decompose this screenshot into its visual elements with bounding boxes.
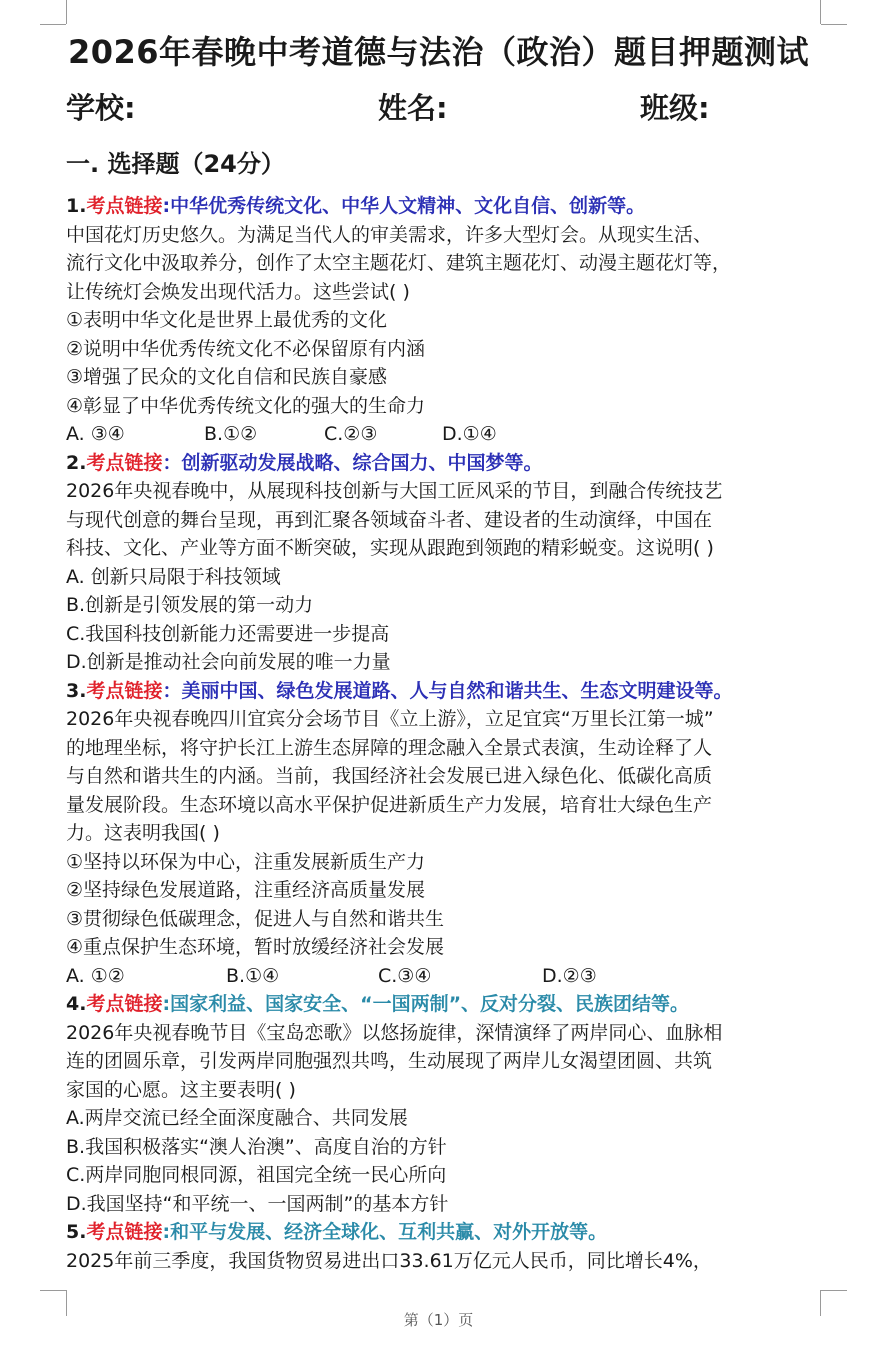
answer-item: ④彰显了中华优秀传统文化的强大的生命力 xyxy=(66,394,426,417)
knowledge-point-line xyxy=(66,677,826,706)
knowledge-point-text: 国家利益、国家安全、“一国两制”、反对分裂、民族团结等。 xyxy=(170,993,690,1015)
question-stem-line: 量发展阶段。生态环境以高水平保护促进新质生产力发展，培育壮大绿色生产 xyxy=(66,793,713,816)
answer-item: ②坚持绿色发展道路，注重经济高质量发展 xyxy=(66,879,426,901)
crop-mark-bottom-right-h xyxy=(821,1290,847,1291)
question-number: 2. xyxy=(66,451,87,474)
answer-item: A. 创新只局限于科技领域 xyxy=(66,565,281,588)
crop-mark-top-right xyxy=(820,0,821,24)
knowledge-point-label: 考点链接 xyxy=(86,993,163,1015)
knowledge-point-separator: : xyxy=(162,195,171,217)
question-number: 3. xyxy=(66,679,87,702)
knowledge-point-text: 和平与发展、经济全球化、互利共赢、对外开放等。 xyxy=(170,1221,608,1243)
knowledge-point-separator: ： xyxy=(162,451,182,474)
knowledge-point-separator: : xyxy=(162,993,171,1015)
question-5 xyxy=(66,1218,826,1275)
school-label: 学校: xyxy=(66,91,136,125)
question-stem-line: 与自然和谐共生的内涵。当前，我国经济社会发展已进入绿色化、低碳化高质 xyxy=(66,765,713,787)
knowledge-point-label: 考点链接 xyxy=(86,1221,163,1243)
question-stem-line: 2025年前三季度，我国货物贸易进出口33.61万亿元人民币，同比增长4%， xyxy=(66,1249,712,1272)
option-c[interactable]: C.②③ xyxy=(324,423,378,445)
question-number: 1. xyxy=(66,195,87,217)
answer-item: B.我国积极落实“澳人治澳”、高度自治的方针 xyxy=(66,1135,447,1158)
question-4 xyxy=(66,990,826,1218)
document-title: 2026年春晚中考道德与法治（政治）题目押题测试 xyxy=(67,33,810,71)
option-b[interactable]: B.①④ xyxy=(226,964,280,987)
answer-item: C.我国科技创新能力还需要进一步提高 xyxy=(66,622,390,645)
option-d[interactable]: D.①④ xyxy=(442,423,497,445)
answer-item: ②说明中华优秀传统文化不必保留原有内涵 xyxy=(66,337,426,360)
question-stem-line: 2026年央视春晚中，从展现科技创新与大国工匠风采的节目，到融合传统技艺 xyxy=(66,480,723,502)
answer-item: D.我国坚持“和平统一、一国两制”的基本方针 xyxy=(66,1192,449,1215)
crop-mark-bottom-left-h xyxy=(40,1290,66,1291)
question-stem-line: 中国花灯历史悠久。为满足当代人的审美需求，许多大型灯会。从现实生活、 xyxy=(66,223,713,246)
knowledge-point-label: 考点链接 xyxy=(86,195,163,217)
question-1 xyxy=(66,192,826,449)
option-c[interactable]: C.③④ xyxy=(378,964,432,987)
question-stem-line: 家国的心愿。这主要表明( ) xyxy=(66,1078,296,1101)
option-d[interactable]: D.②③ xyxy=(542,964,597,987)
option-a[interactable]: A. ③④ xyxy=(66,423,125,445)
question-3 xyxy=(66,677,826,991)
answer-item: ③贯彻绿色低碳理念，促进人与自然和谐共生 xyxy=(66,907,445,930)
answer-item: B.创新是引领发展的第一动力 xyxy=(66,594,314,616)
knowledge-point-line xyxy=(66,449,826,478)
knowledge-point-separator: ： xyxy=(162,679,182,702)
crop-mark-top-left xyxy=(66,0,67,24)
option-row xyxy=(66,962,826,991)
question-stem-line: 与现代创意的舞台呈现，再到汇聚各领域奋斗者、建设者的生动演绎，中国在 xyxy=(66,508,713,531)
knowledge-point-text: 创新驱动发展战略、综合国力、中国梦等。 xyxy=(181,451,543,474)
question-stem-line: 流行文化中汲取养分，创作了太空主题花灯、建筑主题花灯、动漫主题花灯等， xyxy=(66,252,732,274)
question-list xyxy=(66,192,826,1275)
student-info-row xyxy=(0,86,877,130)
question-stem-line: 连的团圆乐章，引发两岸同胞强烈共鸣，生动展现了两岸儿女渴望团圆、共筑 xyxy=(66,1050,713,1072)
answer-item: D.创新是推动社会向前发展的唯一力量 xyxy=(66,651,391,673)
option-row xyxy=(66,420,826,449)
option-a[interactable]: A. ①② xyxy=(66,964,125,987)
answer-item: C.两岸同胞同根同源，祖国完全统一民心所向 xyxy=(66,1164,447,1186)
answer-item: ①表明中华文化是世界上最优秀的文化 xyxy=(66,309,388,331)
question-number: 5. xyxy=(66,1221,87,1243)
knowledge-point-label: 考点链接 xyxy=(86,679,163,702)
question-stem-line: 让传统灯会焕发出现代活力。这些尝试( ) xyxy=(66,280,410,303)
knowledge-point-text: 中华优秀传统文化、中华人文精神、文化自信、创新等。 xyxy=(170,195,646,217)
section-title: 一. 选择题（24分） xyxy=(66,150,285,178)
knowledge-point-line xyxy=(66,1218,826,1247)
answer-item: ③增强了民众的文化自信和民族自豪感 xyxy=(66,366,388,388)
question-stem-line: 力。这表明我国( ) xyxy=(66,822,220,844)
knowledge-point-line xyxy=(66,990,826,1019)
question-stem-line: 科技、文化、产业等方面不断突破，实现从跟跑到领跑的精彩蜕变。这说明( ) xyxy=(66,537,714,559)
question-number: 4. xyxy=(66,993,87,1015)
answer-item: A.两岸交流已经全面深度融合、共同发展 xyxy=(66,1107,408,1129)
knowledge-point-label: 考点链接 xyxy=(86,451,163,474)
name-label: 姓名: xyxy=(378,91,448,125)
option-b[interactable]: B.①② xyxy=(204,423,258,445)
crop-mark-top-right-h xyxy=(821,24,847,25)
page-number: 第（1）页 xyxy=(403,1311,474,1329)
knowledge-point-text: 美丽中国、绿色发展道路、人与自然和谐共生、生态文明建设等。 xyxy=(181,679,733,702)
knowledge-point-line xyxy=(66,192,826,221)
knowledge-point-separator: : xyxy=(162,1221,171,1243)
question-stem-line: 2026年央视春晚节目《宝岛恋歌》以悠扬旋律，深情演绎了两岸同心、血脉相 xyxy=(66,1021,723,1044)
answer-item: ①坚持以环保为中心，注重发展新质生产力 xyxy=(66,850,426,873)
question-stem-line: 2026年央视春晚四川宜宾分会场节目《立上游》，立足宜宾“万里长江第一城” xyxy=(66,708,714,730)
question-2 xyxy=(66,449,826,677)
crop-mark-top-left-h xyxy=(40,24,66,25)
answer-item: ④重点保护生态环境，暂时放缓经济社会发展 xyxy=(66,936,445,958)
question-stem-line: 的地理坐标，将守护长江上游生态屏障的理念融入全景式表演，生动诠释了人 xyxy=(66,736,713,759)
class-label: 班级: xyxy=(640,91,710,125)
